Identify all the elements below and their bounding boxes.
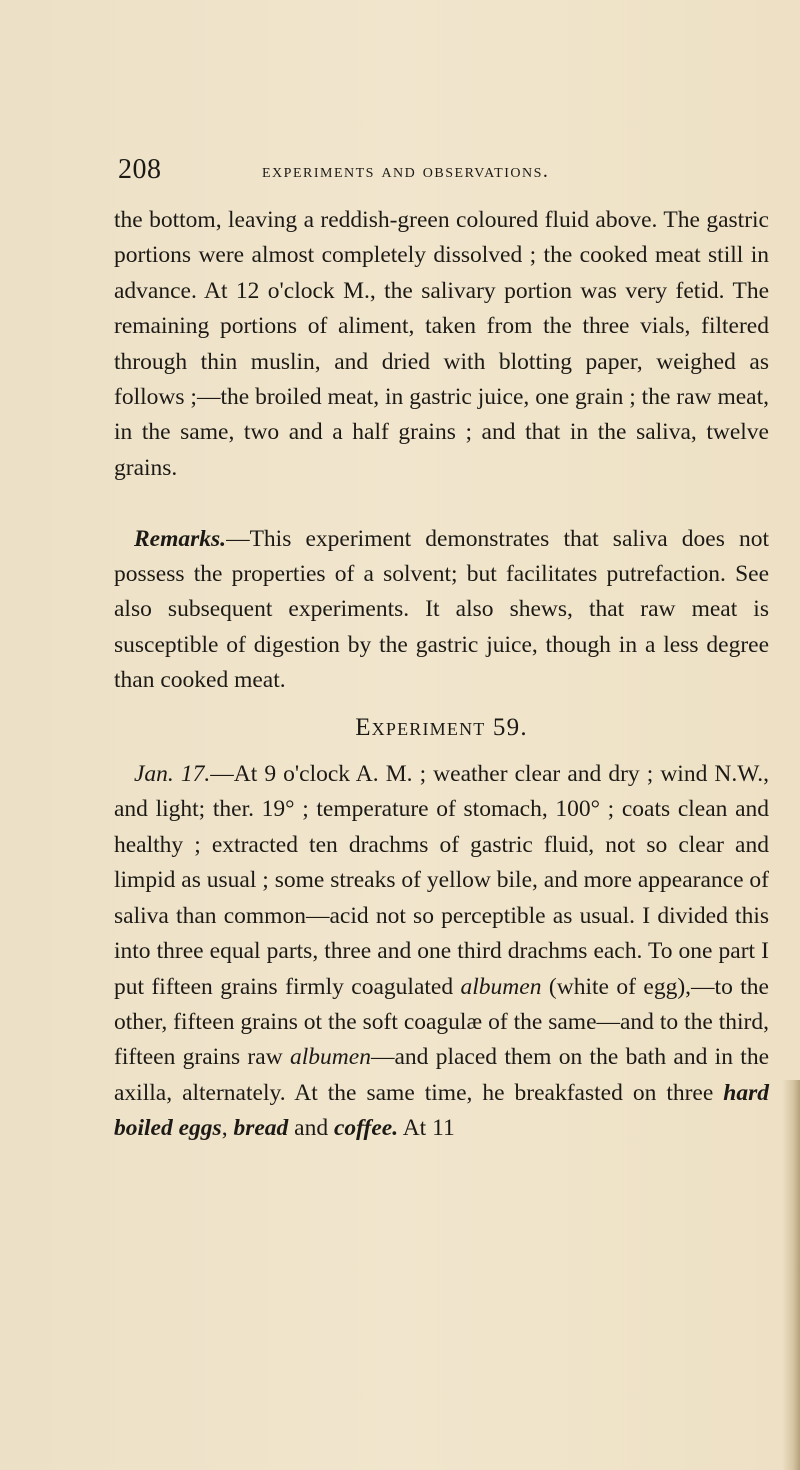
experiment-heading: Experiment 59. — [355, 713, 528, 741]
albumen-term-2: albumen — [290, 1044, 371, 1071]
body-text — [114, 203, 769, 1147]
experiment-paragraph — [114, 757, 769, 1146]
and-connector: and — [288, 1115, 334, 1142]
bread-term: bread — [233, 1115, 289, 1142]
hard-boiled-eggs-term: hard boiled eggs — [114, 1079, 769, 1142]
remarks-paragraph — [114, 522, 769, 699]
paragraph-continuation: the bottom, leaving a reddish-green coloured fluid above. The gastric portions were almost completely dissolved ; the cooked meat still in advance. At 12 o'clock M., the salivary portion was very fetid. The remaining portions of aliment, taken from the three vials, filtered through thin muslin, and dried with blotting paper, weighed as follows ;—the broiled meat, in gastric juice, one grain ; the raw meat, in the same, two and a half grains ; and that in the saliva, twelve grains. — [114, 207, 769, 481]
experiment-date: Jan. 17. — [134, 761, 211, 788]
albumen-term-1: albumen — [460, 973, 542, 1000]
page-edge-shadow — [782, 1080, 800, 1470]
page-header — [118, 154, 758, 194]
experiment-text-b: (white of egg),—to the other, fifteen grains ot the soft coagulæ of the same—and to the third, fifteen grains raw — [114, 973, 769, 1071]
comma-separator: , — [221, 1115, 234, 1142]
experiment-text-d: At 11 — [398, 1115, 455, 1142]
experiment-text-c: —and placed them on the bath and in the axilla, alternately. At the same time, he breakfasted on three — [114, 1044, 770, 1106]
page-number: 208 — [118, 154, 162, 185]
remarks-text: —This experiment demonstrates that saliva does not possess the properties of a solvent; but facilitates putrefaction. See also subsequent experiments. It also shews, that raw meat is susceptible of digestion by the gastric juice, though in a less degree than cooked meat. — [114, 525, 769, 694]
remarks-label: Remarks. — [134, 525, 227, 552]
experiment-text-a: —At 9 o'clock A. M. ; weather clear and dry ; wind N.W., and light; ther. 19° ; temperature of stomach, 100° ; coats clean and healthy ; extracted ten drachms of gastric fluid, not so clear and limpid as usual ; some streaks of yellow bile, and more appearance of saliva than common—acid not so perceptible as usual. I divided this into three equal parts, three and one third drachms each. To one part I put fifteen grains firmly coagulated — [114, 761, 770, 1000]
running-head: experiments and observations. — [262, 160, 550, 182]
coffee-term: coffee. — [333, 1115, 399, 1142]
